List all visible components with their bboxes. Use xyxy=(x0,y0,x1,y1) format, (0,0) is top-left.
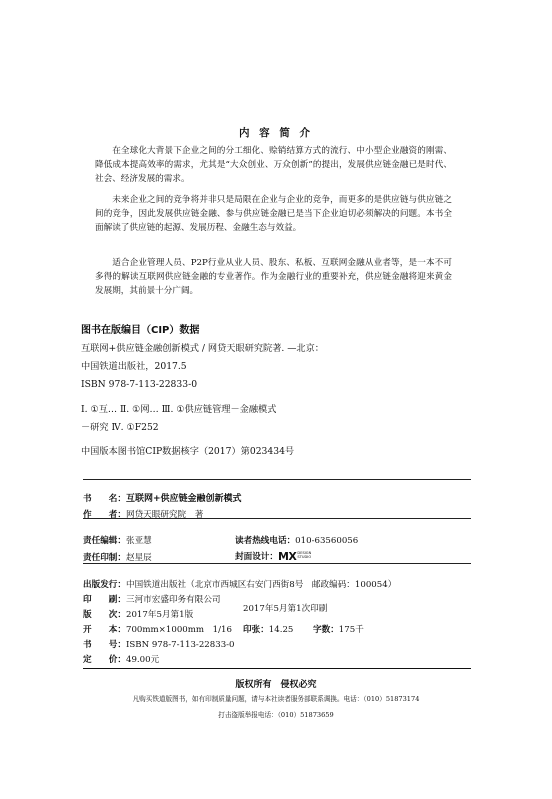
mx-logo-studio: STUDIO xyxy=(297,555,312,559)
summary-paragraph-1: 在全球化大背景下企业之间的分工细化、赊销结算方式的流行、中小型企业融资的刚需、降低成本提高效率的需求，尤其是“大众创业、万众创新”的提出，发展供应链金融已是时代、社会、经济发展的需求。 xyxy=(95,146,452,184)
cip-classification-1: Ⅰ. ①互… Ⅱ. ①网… Ⅲ. ①供应链管理－金融模式 xyxy=(81,404,277,415)
cip-isbn: ISBN 978-7-113-22833-0 xyxy=(81,379,198,390)
quality-notice: 凡购买铁道版图书，如有印制质量问题，请与本社读者服务部联系调换。电话：（010）51873174 xyxy=(132,695,420,703)
hotline-value: 010-63560056 xyxy=(295,536,359,546)
divider-editors xyxy=(83,518,471,519)
printer-row xyxy=(83,545,152,564)
isbn-value: ISBN 978-7-113-22833-0 xyxy=(125,640,235,650)
printer-label: 责任印制： xyxy=(83,553,126,563)
print-label: 印 刷： xyxy=(83,595,126,605)
price-label: 定 价： xyxy=(83,655,126,665)
publisher-label: 出版发行： xyxy=(83,580,126,590)
format-label: 开 本： xyxy=(83,625,126,635)
book-title-label: 书 名： xyxy=(83,494,126,504)
cip-classification-2: －研究 Ⅳ. ①F252 xyxy=(81,422,159,433)
isbn-label: 书 号： xyxy=(83,640,126,650)
format-value: 700mm×1000mm 1/16 xyxy=(125,625,232,635)
impression-value: 2017年5月第1次印刷 xyxy=(243,604,328,614)
mx-logo-subtext xyxy=(297,551,311,559)
publisher-value: 中国铁道出版社（北京市西城区右安门西街8号 邮政编码：100054） xyxy=(125,580,397,590)
copyright-notice: 版权所有 侵权必究 xyxy=(235,680,317,690)
sheets-row xyxy=(243,617,293,636)
cover-design-row xyxy=(235,544,311,563)
price-row xyxy=(83,647,159,666)
divider-top xyxy=(83,479,471,480)
sheets-label: 印张： xyxy=(243,625,269,635)
mx-logo-design: DESIGN xyxy=(297,551,312,555)
words-row xyxy=(313,617,364,636)
divider-footer xyxy=(83,668,471,669)
editor-label: 责任编辑： xyxy=(83,536,126,546)
cip-line-2: 中国铁道出版社，2017.5 xyxy=(81,361,187,372)
divider-publishing xyxy=(83,563,471,564)
editor-value: 张亚慧 xyxy=(125,536,152,546)
anti-piracy-hotline: 打击盗版举报电话：（010）51873659 xyxy=(218,711,334,719)
cip-line-1: 互联网+供应链金融创新模式 / 网贷天眼研究院著. —北京： xyxy=(81,343,324,354)
summary-paragraph-3: 适合企业管理人员、P2P行业从业人员、股东、私板、互联网金融从业者等，是一本不可多得的解读互联网供应链金融的专业著作。作为金融行业的重要补充，供应链金融将迎来黄金发展期，其前景十分广阔。 xyxy=(95,258,452,296)
edition-label: 版 次： xyxy=(83,610,126,620)
edition-value: 2017年5月第1版 xyxy=(125,610,194,620)
price-value: 49.00元 xyxy=(125,655,160,665)
book-title-value: 互联网+供应链金融创新模式 xyxy=(125,494,242,504)
cip-record-number: 中国版本图书馆CIP数据核字（2017）第023434号 xyxy=(81,446,295,457)
print-value: 三河市宏盛印务有限公司 xyxy=(125,595,221,605)
summary-paragraph-2: 未来企业之间的竞争将并非只是局限在企业与企业的竞争，而更多的是供应链与供应链之间的竞争，因此发展供应链金融、参与供应链金融已是当下企业迫切必须解决的问题。本书全面解读了供应链的起源、发展历程、金融生态与效益。 xyxy=(95,195,452,233)
hotline-label: 读者热线电话： xyxy=(235,536,296,546)
sheets-value: 14.25 xyxy=(268,625,294,635)
words-value: 175千 xyxy=(338,625,364,635)
summary-heading: 内 容 简 介 xyxy=(239,127,313,139)
author-label: 作 者： xyxy=(83,510,126,520)
cover-design-label: 封面设计： xyxy=(235,552,278,562)
author-value: 网贷天眼研究院 著 xyxy=(125,510,204,520)
mx-design-studio-logo: MX xyxy=(277,550,297,563)
cip-title: 图书在版编目（CIP）数据 xyxy=(81,325,200,336)
printer-value: 赵星辰 xyxy=(125,553,152,563)
words-label: 字数： xyxy=(313,625,339,635)
